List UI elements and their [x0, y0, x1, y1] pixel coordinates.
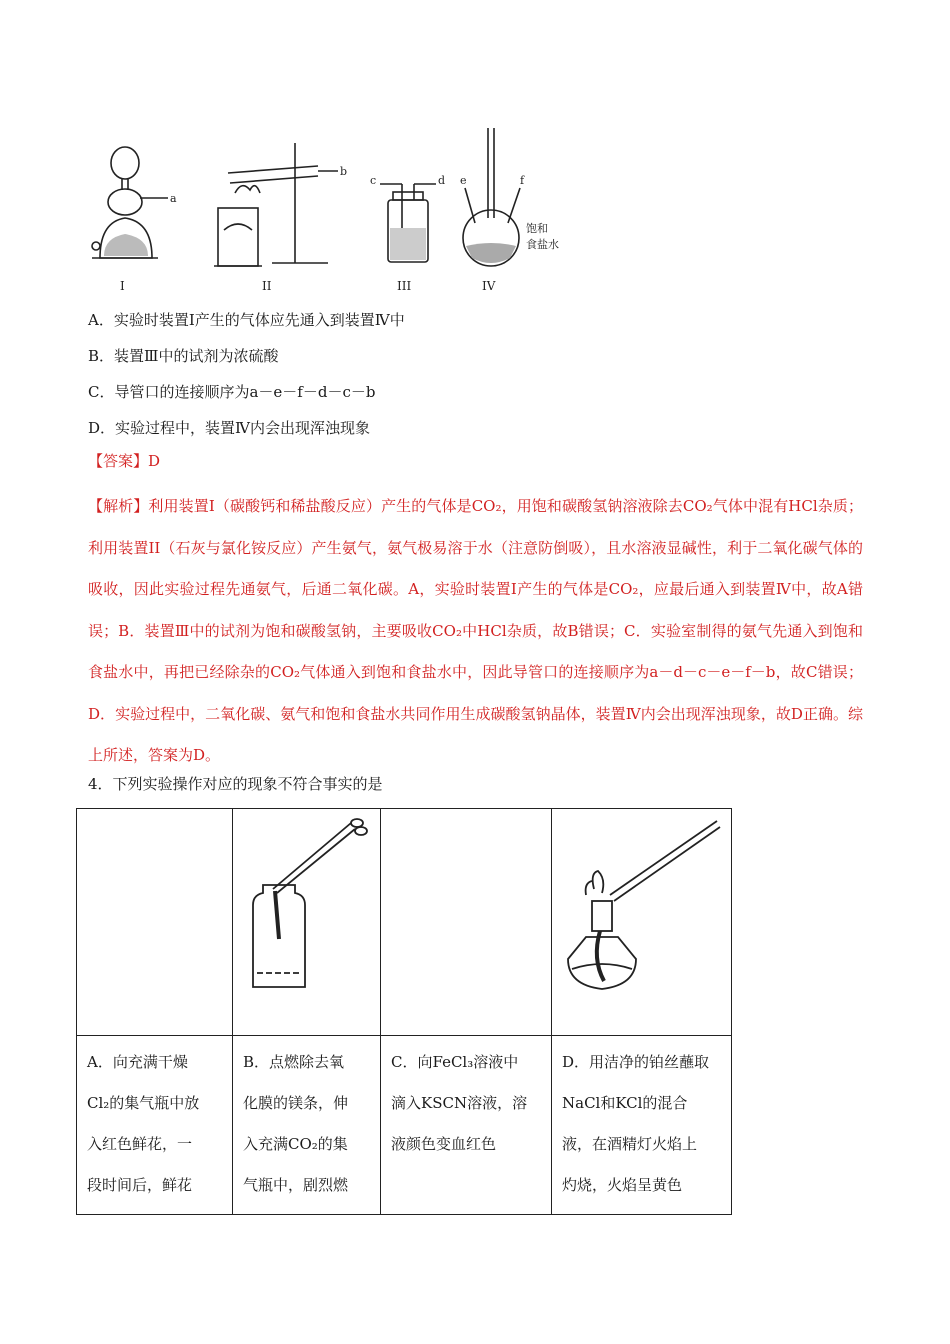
device-iv-flask	[463, 128, 520, 266]
device-ii-heater	[214, 143, 338, 266]
label-b: b	[340, 165, 348, 178]
cell-option-d	[552, 1036, 732, 1215]
label-a: a	[170, 192, 177, 205]
cell-option-b	[233, 1036, 381, 1215]
caption-iii: III	[397, 279, 412, 293]
cell-c-line: 滴入KSCN溶液，溶	[391, 1094, 528, 1112]
option-a: A．实验时装置Ⅰ产生的气体应先通入到装置Ⅳ中	[88, 311, 405, 329]
alcohol-lamp-wire-illustration	[552, 809, 730, 1031]
cell-b-line: B．点燃除去氧	[243, 1053, 345, 1071]
label-e: e	[460, 174, 467, 187]
image-cell-b	[233, 809, 381, 1036]
image-cell-d	[552, 809, 732, 1036]
option-b: B．装置Ⅲ中的试剂为浓硫酸	[88, 347, 279, 365]
cell-c-line: 液颜色变血红色	[391, 1135, 497, 1153]
cell-a-line: 段时间后，鲜花	[87, 1176, 193, 1194]
caption-ii: II	[262, 279, 272, 293]
cell-a-line: 入红色鲜花，一	[87, 1135, 193, 1153]
device-iii-wash-bottle	[380, 184, 436, 262]
experiment-table	[76, 808, 732, 1215]
question-4-title: 4．下列实验操作对应的现象不符合事实的是	[88, 775, 383, 793]
label-brine: 食盐水	[526, 238, 559, 251]
image-row	[77, 809, 732, 1036]
cell-b-line: 气瓶中，剧烈燃	[243, 1176, 349, 1194]
cell-option-c	[381, 1036, 552, 1215]
cell-d-line: 液，在酒精灯火焰上	[562, 1135, 698, 1153]
option-c: C．导管口的连接顺序为a－e－f－d－c－b	[88, 383, 376, 401]
cell-d-line: 灼烧，火焰呈黄色	[562, 1176, 683, 1194]
cell-d-line: D．用洁净的铂丝蘸取	[562, 1053, 710, 1071]
caption-i: I	[120, 279, 125, 293]
cell-b-line: 入充满CO₂的集	[243, 1135, 348, 1153]
caption-iv: IV	[482, 279, 496, 293]
label-saturated: 饱和	[526, 222, 548, 235]
cell-b-line: 化膜的镁条，伸	[243, 1094, 349, 1112]
apparatus-figure	[80, 118, 600, 298]
analysis-text	[88, 486, 863, 777]
label-c: c	[370, 174, 377, 187]
cell-a-line: Cl₂的集气瓶中放	[87, 1094, 200, 1112]
gas-jar-tongs-illustration	[233, 809, 379, 1031]
image-cell-a	[77, 809, 233, 1036]
answer-line: 【答案】D	[88, 452, 161, 470]
cell-option-a	[77, 1036, 233, 1215]
device-i-kipp	[92, 147, 168, 258]
text-row	[77, 1036, 732, 1215]
label-d: d	[438, 174, 446, 187]
analysis-paragraph: 【解析】利用装置Ⅰ（碳酸钙和稀盐酸反应）产生的气体是CO₂，用饱和碳酸氢钠溶液除去CO₂气体中混有HCl杂质；利用装置II（石灰与氯化铵反应）产生氨气，氨气极易溶于水（注意防倒吸），且水溶液显碱性，利于二氧化碳气体的吸收，因此实验过程先通氨气，后通二氧化碳。A，实验时装置Ⅰ产生的气体是CO₂，应最后通入到装置Ⅳ中，故A错误；B．装置Ⅲ中的试剂为饱和碳酸氢钠，主要吸收CO₂中HCl杂质，故B错误；C．实验室制得的氨气先通入到饱和食盐水中，再把已经除杂的CO₂气体通入到饱和食盐水中，因此导管口的连接顺序为a－d－c－e－f－b，故C错误；D．实验过程中，二氧化碳、氨气和饱和食盐水共同作用生成碳酸氢钠晶体，装置Ⅳ内会出现浑浊现象，故D正确。综上所述，答案为D。	[88, 497, 863, 764]
cell-d-line: NaCl和KCl的混合	[562, 1094, 688, 1112]
image-cell-c	[381, 809, 552, 1036]
option-d: D．实验过程中，装置Ⅳ内会出现浑浊现象	[88, 419, 371, 437]
label-f: f	[520, 174, 525, 187]
cell-a-line: A．向充满干燥	[87, 1053, 188, 1071]
cell-c-line: C．向FeCl₃溶液中	[391, 1053, 519, 1071]
